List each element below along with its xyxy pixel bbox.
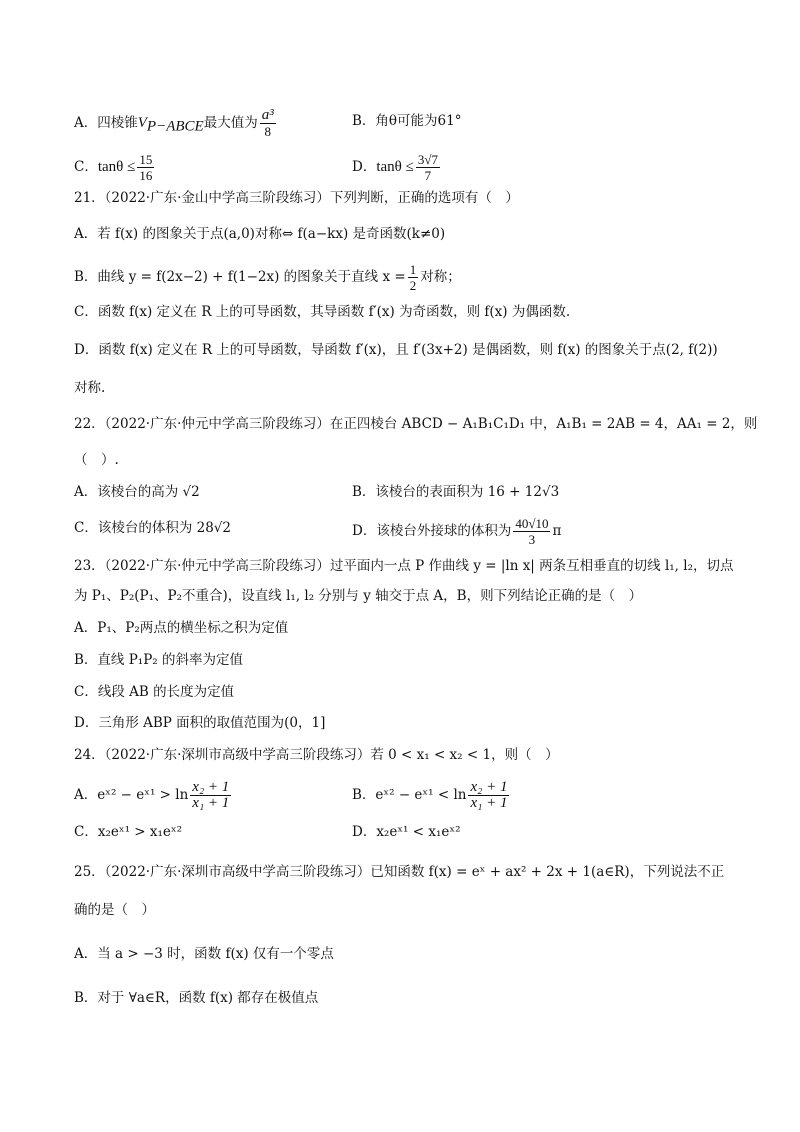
q21-option-d-line2: 对称. [74, 380, 106, 396]
fraction: $\frac{3√7}{7}$ [417, 152, 438, 183]
fraction: $\frac{1}{2}$ [409, 262, 417, 293]
q23-option-b[interactable]: B．直线 P₁P₂ 的斜率为定值 [74, 652, 243, 668]
q24-stem: 24．（2022·广东·深圳市高级中学高三阶段练习）若 0 < x₁ < x₂ < 1，则（ ） [74, 747, 559, 763]
q25-option-b[interactable]: B．对于 ∀a∈R，函数 f(x) 都存在极值点 [74, 990, 319, 1006]
fraction: $\frac{40√10}{3}$ [515, 516, 549, 547]
fraction: $\frac{15}{16}$ [139, 152, 153, 183]
q25-stem-line1: 25．（2022·广东·深圳市高级中学高三阶段练习）已知函数 f(x) = eˣ + ax² + 2x + 1(a∈R)，下列说法不正 [74, 864, 725, 880]
q24-option-c[interactable]: C．x₂eˣ¹ > x₁eˣ² [74, 824, 183, 840]
fraction: $\frac{\text{x₂ + 1}}{\text{x₁ + 1}}$ [192, 779, 230, 811]
q24-option-d[interactable]: D．x₂eˣ¹ < x₁eˣ² [352, 824, 461, 840]
q25-option-a[interactable]: A．当 a > −3 时，函数 f(x) 仅有一个零点 [74, 946, 334, 962]
q23-option-d[interactable]: D．三角形 ABP 面积的取值范围为(0，1] [74, 715, 326, 731]
fraction: $\frac{\text{a³}}{8}$ [261, 107, 274, 139]
q20-option-a[interactable]: A．四棱锥$V_{P-ABCE}$最大值为 $\frac{\text{a³}}{8}$ [74, 107, 274, 139]
q22-option-b[interactable]: B．该棱台的表面积为 16 + 12√3 [352, 484, 560, 500]
q24-option-a[interactable]: A．eˣ² − eˣ¹ > ln $\frac{\text{x₂ + 1}}{\text{x₁ + 1}}$ [74, 779, 230, 811]
q22-stem-line1: 22．（2022·广东·仲元中学高三阶段练习）在正四棱台 ABCD − A₁B₁C₁D₁ 中，A₁B₁ = 2AB = 4，AA₁ = 2，则 [74, 416, 758, 432]
q20-option-b[interactable]: B．角θ可能为61° [352, 113, 462, 129]
q21-option-c[interactable]: C．函数 f(x) 定义在 R 上的可导函数，其导函数 f′(x) 为奇函数，则 f(x) 为偶函数. [74, 304, 571, 320]
q22-stem-line2: （ ）. [74, 452, 119, 468]
q20-option-d[interactable]: D．tanθ ≤ $\frac{3√7}{7}$ [352, 152, 438, 183]
q25-stem-line2: 确的是（ ） [74, 902, 155, 918]
q21-option-b[interactable]: B．曲线 y = f(2x−2) + f(1−2x) 的图象关于直线 x = $\frac{1}{2}$ 对称； [74, 262, 461, 293]
q22-option-c[interactable]: C．该棱台的体积为 28√2 [74, 520, 231, 536]
q23-stem-line2: 为 P₁、P₂(P₁、P₂不重合)，设直线 l₁, l₂ 分别与 y 轴交于点 A，B，则下列结论正确的是（ ） [74, 588, 643, 604]
q22-option-d[interactable]: D．该棱台外接球的体积为 $\frac{40√10}{3}$ π [352, 516, 562, 547]
q21-option-d-line1[interactable]: D．函数 f(x) 定义在 R 上的可导函数，导函数 f′(x)，且 f′(3x+2) 是偶函数，则 f(x) 的图象关于点(2, f(2)) [74, 342, 718, 358]
q23-option-a[interactable]: A．P₁、P₂两点的横坐标之积为定值 [74, 620, 289, 636]
q23-stem-line1: 23．（2022·广东·仲元中学高三阶段练习）过平面内一点 P 作曲线 y = |ln x| 两条互相垂直的切线 l₁, l₂，切点 [74, 558, 734, 574]
q21-stem: 21．（2022·广东·金山中学高三阶段练习）下列判断，正确的选项有（ ） [74, 190, 519, 206]
q20-option-c[interactable]: C．tanθ ≤ $\frac{15}{16}$ [74, 152, 153, 183]
q24-option-b[interactable]: B．eˣ² − eˣ¹ < ln $\frac{\text{x₂ + 1}}{\text{x₁ + 1}}$ [352, 779, 508, 811]
fraction: $\frac{\text{x₂ + 1}}{\text{x₁ + 1}}$ [470, 779, 508, 811]
q23-option-c[interactable]: C．线段 AB 的长度为定值 [74, 684, 235, 700]
q22-option-a[interactable]: A．该棱台的高为 √2 [74, 484, 200, 500]
q21-option-a[interactable]: A．若 f(x) 的图象关于点(a,0)对称⇔ f(a−kx) 是奇函数(k≠0) [74, 226, 446, 242]
